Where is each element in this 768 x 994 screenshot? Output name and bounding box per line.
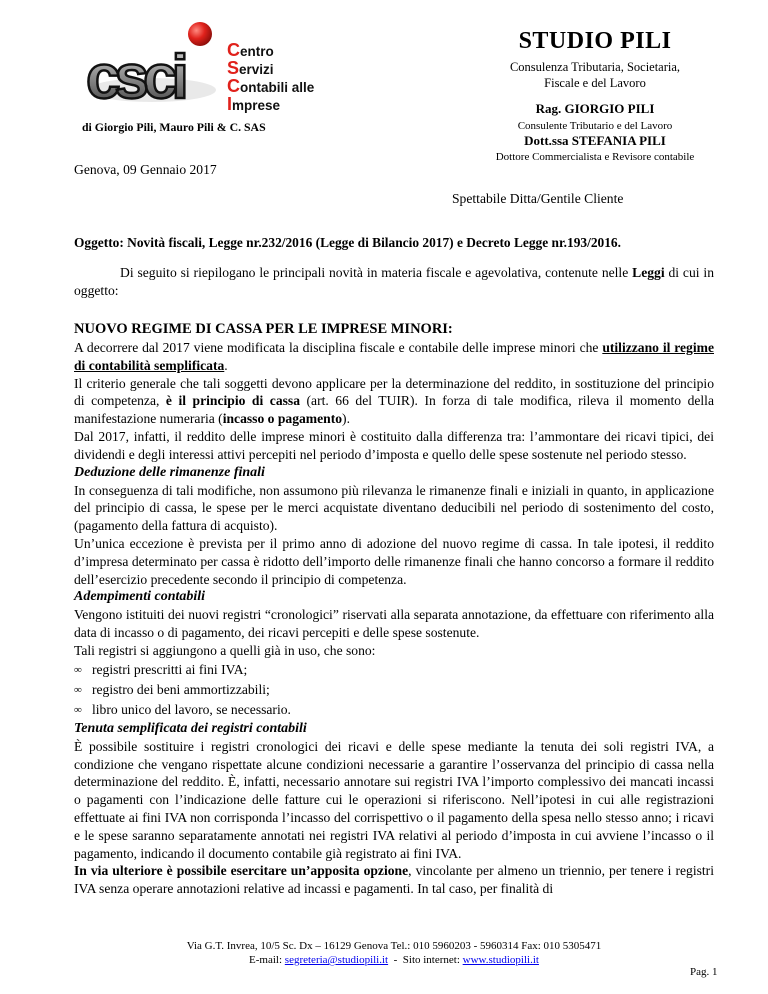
csci-logo-mark (82, 18, 222, 118)
footer-address: Via G.T. Invrea, 10/5 Sc. Dx – 16129 Genova Tel.: 010 5960203 - 5960314 Fax: 010 5305471 (186, 940, 602, 952)
page-footer (74, 939, 714, 967)
studio-title: STUDIO PILI (518, 28, 672, 54)
list-item: ∞ libro unico del lavoro, se necessario. (74, 700, 714, 720)
logo-wordmark (227, 42, 314, 114)
registri-list (74, 660, 714, 720)
paragraph: In conseguenza di tali modifiche, non assumono più rilevanza le rimanenze finali e iniziali in quanto, in applicazione del principio di cassa, le spese per le merci acquistate diventano deducibili nel periodo di sostenimento del costo, (pagamento della fattura di acquisto). (74, 482, 714, 534)
logo-line: Imprese (227, 94, 281, 114)
logo-line: Servizi (227, 58, 274, 78)
page-number: Pag. 1 (690, 966, 718, 978)
logo-line: Contabili alle (227, 76, 315, 96)
studio-subtitle-1: Consulenza Tributaria, Societaria, (509, 60, 681, 74)
paragraph: A decorrere dal 2017 viene modificata la disciplina fiscale e contabile delle imprese minori che utilizzano il regime di contabilità semplificata. (74, 340, 714, 373)
paragraph: Il criterio generale che tali soggetti devono applicare per la determinazione del reddito, in sostituzione del principio di competenza, è il principio di cassa (art. 66 del TUIR). In forza di tale modifica, rileva il momento della manifestazione numeraria (incasso o pagamento). (74, 375, 714, 427)
studio-subtitle-2: Fiscale e del Lavoro (544, 76, 646, 90)
person2-name: Dott.ssa STEFANIA PILI (524, 133, 666, 148)
letterhead (470, 28, 720, 164)
paragraph: In via ulteriore è possibile esercitare un’apposita opzione, vincolante per almeno un triennio, per tenere i registri IVA senza operare annotazioni relative ad incassi e pagamenti. In tal caso, per finalità di (74, 863, 714, 897)
paragraph: Dal 2017, infatti, il reddito delle imprese minori è costituito dalla differenza tra: l’ammontare dei ricavi tipici, dei dividendi e degli interessi attivi percepiti nel periodo d’imposta e quello delle spese sostenute nel periodo stesso. (74, 428, 714, 462)
subheading-rimanenze: Deduzione delle rimanenze finali (74, 464, 265, 480)
paragraph: Un’unica eccezione è prevista per il primo anno di adozione del nuovo regime di cassa. In tale ipotesi, il reddito d’impresa determinato per cassa è ridotto dell’importo delle rimanenze finali che hanno concorso a formare il reddito dell’esercizio precedente secondo il principio di competenza. (74, 535, 714, 587)
person1-role: Consulente Tributario e del Lavoro (517, 120, 673, 132)
section-heading: NUOVO REGIME DI CASSA PER LE IMPRESE MINORI: (74, 321, 453, 337)
footer-contacts: E-mail: segreteria@studiopili.it - Sito internet: www.studiopili.it (249, 954, 539, 966)
intro-paragraph: Di seguito si riepilogano le principali novità in materia fiscale e agevolativa, contenute nelle Leggi di cui in oggetto: (74, 265, 714, 298)
list-item: ∞ registro dei beni ammortizzabili; (74, 680, 714, 700)
website-link[interactable]: www.studiopili.it (462, 954, 539, 966)
subheading-tenuta: Tenuta semplificata dei registri contabili (74, 720, 307, 736)
person2-role: Dottore Commercialista e Revisore contabile (495, 151, 695, 163)
letter-subject: Oggetto: Novità fiscali, Legge nr.232/2016 (Legge di Bilancio 2017) e Decreto Legge nr.193/2016. (74, 235, 621, 250)
section-regime-cassa (74, 320, 714, 898)
letter-recipient: Spettabile Ditta/Gentile Cliente (452, 191, 624, 206)
company-name: di Giorgio Pili, Mauro Pili & C. SAS (82, 120, 266, 134)
logo-mark-text: csci (86, 43, 183, 112)
company-logo (82, 18, 342, 128)
list-item: ∞ registri prescritti ai fini IVA; (74, 660, 714, 680)
email-link[interactable]: segreteria@studiopili.it (284, 954, 389, 966)
logo-line: Centro (227, 40, 274, 60)
paragraph: Tali registri si aggiungono a quelli già in uso, che sono: (74, 642, 376, 658)
letter-date: Genova, 09 Gennaio 2017 (74, 162, 217, 177)
logo-red-ball (188, 22, 212, 46)
subheading-adempimenti: Adempimenti contabili (74, 589, 206, 605)
person1-name: Rag. GIORGIO PILI (535, 101, 655, 116)
paragraph: È possibile sostituire i registri cronologici dei ricavi e delle spese mediante la tenuta dei soli registri IVA, a condizione che vengano rispettate alcune condizioni necessarie a garantire l’osservanza del principio di cassa nella determinazione del reddito. È, infatti, necessario annotare sui registri IVA l’importo complessivo dei mancati incassi o pagamenti con l’indicazione delle fatture cui le operazioni si riferiscono. Nell’ipotesi in cui alle registrazioni effettuate ai fini IVA non corrisponda l’incasso del corrispettivo o il pagamento della spesa nello stesso anno; i ricavi e le spese saranno separatamente annotati nei registri IVA relativi al periodo d’imposta in cui avviene l’incasso o il pagamento, indicando il documento contabile già registrato ai fini IVA. (74, 738, 714, 861)
paragraph: Vengono istituiti dei nuovi registri “cronologici” riservati alla separata annotazione, da effettuare con riferimento alla data di incasso o di pagamento, dei ricavi percepiti e delle spese sostenute. (74, 607, 714, 641)
